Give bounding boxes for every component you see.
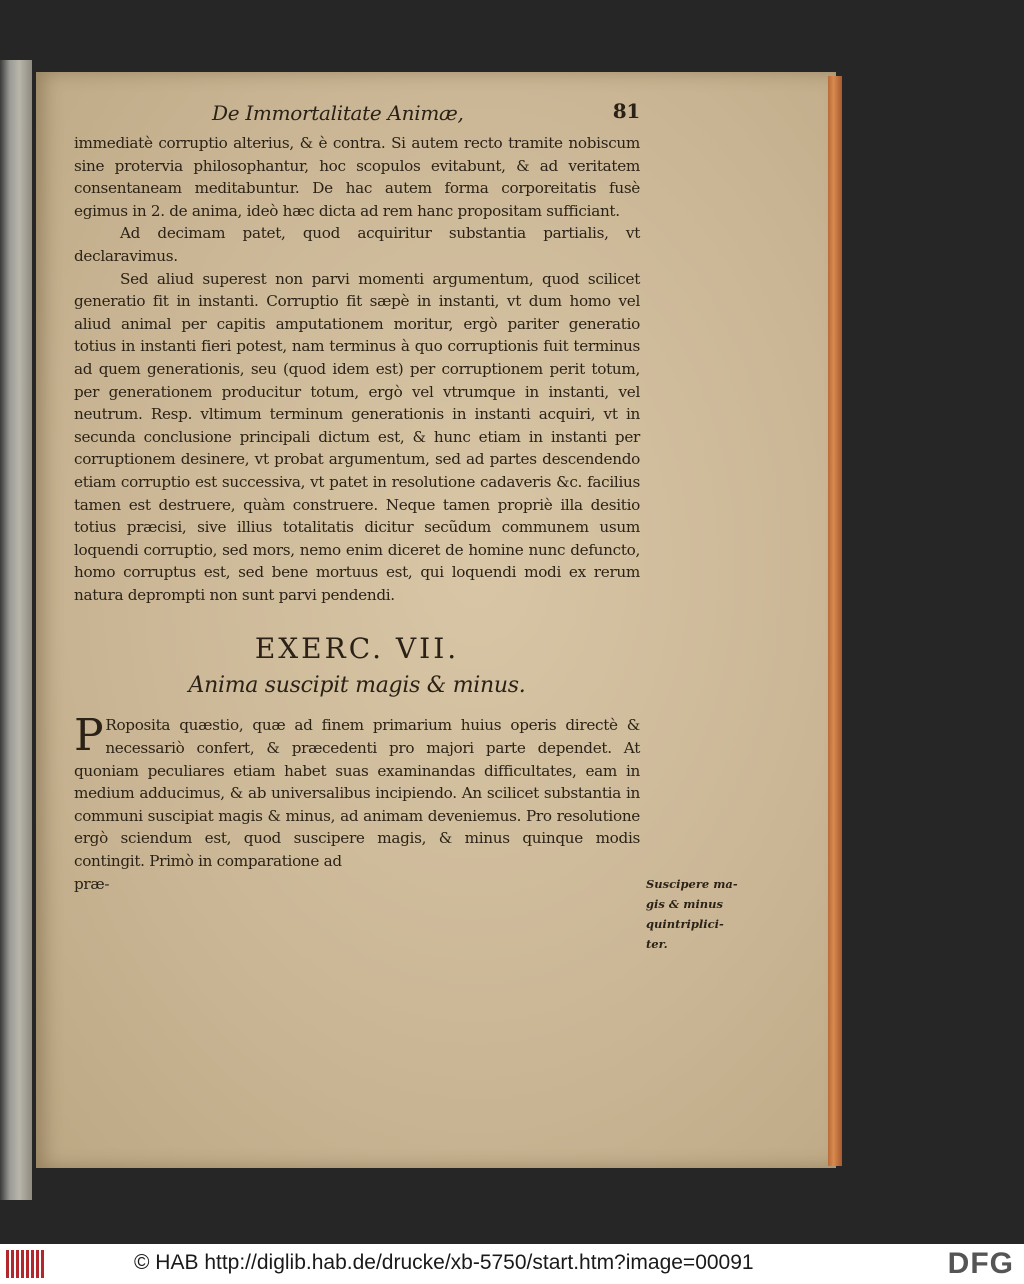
footer-bar — [0, 1244, 1024, 1284]
marginal-note — [646, 874, 746, 954]
running-title: De Immortalitate Animæ, — [212, 101, 464, 125]
dfg-logo: DFG — [947, 1247, 1014, 1280]
catchword: præ- — [74, 874, 110, 893]
facing-page-edge — [0, 60, 32, 1200]
paragraph-2: Ad decimam patet, quod acquiritur substantia partialis, vt declaravimus. — [74, 224, 640, 265]
paragraph-1: immediatè corruptio alterius, & è contra. Si autem recto tramite nobiscum sine protervia philosophantur, hoc scopulos evitabunt, & ad veritatem consentaneam meditabuntur. De hac autem forma corporeitatis fusè egimus in 2. de anima, ideò hæc dicta ad rem hanc propositam sufficiant. — [74, 134, 640, 220]
chapter-heading: EXERC. VII. — [254, 632, 460, 666]
section-body: Roposita quæstio, quæ ad finem primarium huius operis directè & necessariò confert, & præcedenti pro majori parte dependet. At quoniam peculiares etiam habet suas examinandas difficultates, eam in medium adducimus, & ab universalibus incipiendo. An scilicet substantia in communi suscipiat magis & minus, ad animam deveniemus. Pro resolutione ergò sciendum est, quod suscipere magis, & minus quinque modis contingit. Primò in comparatione ad — [74, 716, 640, 871]
chapter-subtitle: Anima suscipit magis & minus. — [188, 673, 526, 699]
marginal-note-line: Suscipere ma- — [646, 877, 738, 891]
running-header — [74, 100, 640, 132]
section-paragraph — [74, 710, 640, 872]
drop-capital: P — [74, 710, 104, 762]
marginal-note-line: quintriplici- — [646, 917, 724, 931]
marginal-note-line: gis & minus — [646, 897, 724, 911]
page-fore-edge — [828, 76, 842, 1166]
paragraph-3: Sed aliud superest non parvi momenti argumentum, quod scilicet generatio fit in instanti. Corruptio fit sæpè in instanti, vt dum homo vel aliud animal per capitis amputationem moritur, ergò pariter generatio totius in instanti fieri potest, nam terminus à quo corruptionis fuit terminus ad quem generationis, seu (quod idem est) per corruptionem perit totum, per generationem producitur totum, ergò vel vtrumque in instanti, vel neutrum. Resp. vltimum terminum generationis in instanti acquiri, vt in secunda conclusione principali dictum est, & hunc etiam in instanti per corruptionem desinere, vt probat argumentum, sed ad partes descendendo etiam corruptio est successiva, vt patet in resolutione cadaveris &c. facilius tamen est destruere, quàm construere. Neque tamen propriè illa desitio totius præcisi, sive illius totalitatis dicitur secũdum communem usum loquendi corruptio, sed mors, nemo enim diceret de homine nunc defuncto, homo corruptus est, sed bene mortuus est, qui loquendi modi ex rerum natura deprompti non sunt parvi pendendi. — [74, 269, 640, 604]
page-text-block — [74, 100, 640, 895]
folio-number: 81 — [612, 99, 640, 123]
source-link[interactable]: © HAB http://diglib.hab.de/drucke/xb-5750/start.htm?image=00091 — [134, 1251, 754, 1274]
hab-logo-icon — [6, 1250, 46, 1278]
marginal-note-line: ter. — [646, 937, 668, 951]
